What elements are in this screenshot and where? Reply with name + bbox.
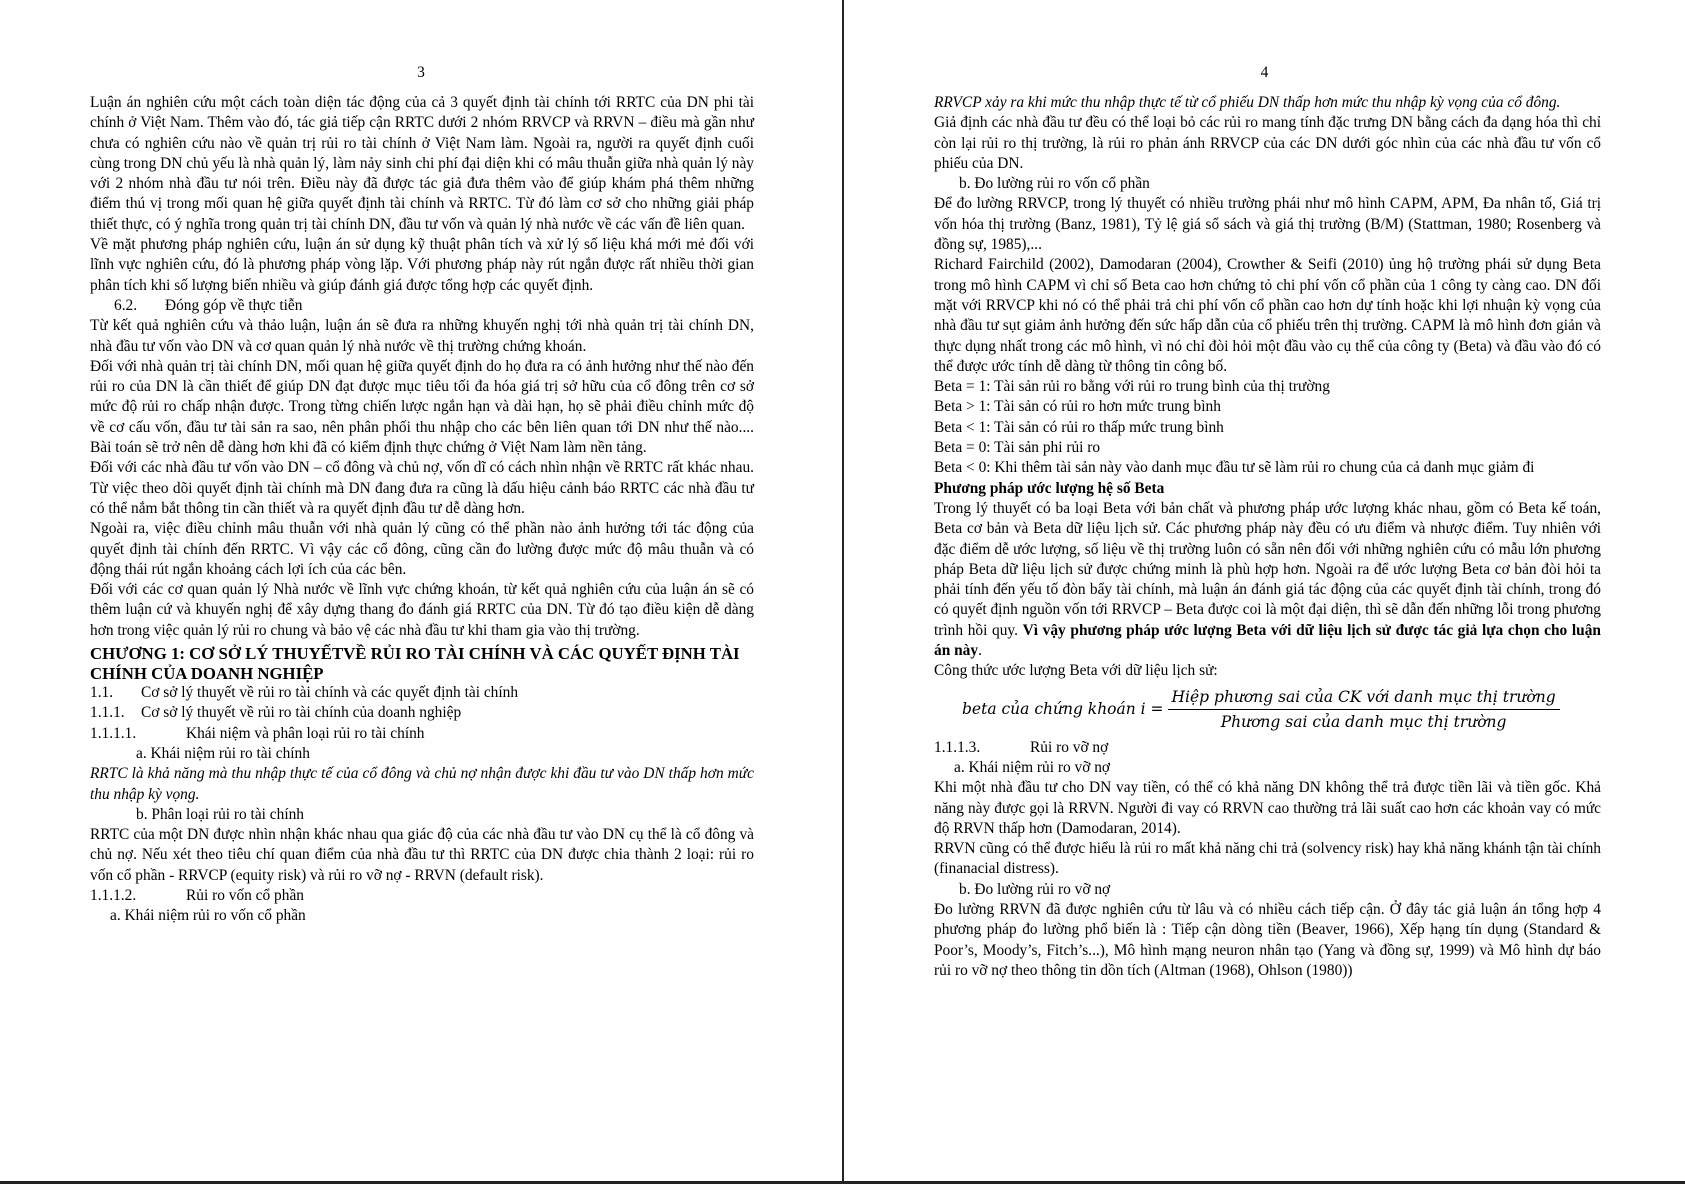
paragraph: Công thức ước lượng Beta với dữ liệu lịch sử: — [934, 662, 1218, 680]
list-item-b: b. Đo lường rủi ro vỡ nợ — [959, 880, 1111, 898]
heading-title: Cơ sở lý thuyết về rủi ro tài chính và các quyết định tài chính — [141, 684, 519, 702]
heading-number: 1.1.1.1. — [90, 724, 137, 742]
heading-1-1 — [90, 683, 754, 703]
left-page-body — [90, 93, 754, 927]
formula-fraction — [1168, 687, 1560, 733]
heading-title: Rủi ro vỡ nợ — [1030, 738, 1109, 756]
paragraph: Đối với nhà quản trị tài chính DN, mối quan hệ giữa quyết định do họ đưa ra có ảnh hưởng như thế nào đến rủi ro của DN là cần thiết để giúp DN đạt được mục tiêu tối đa hóa giá trị sở hữu của cổ đông trên cơ sở mức độ rủi ro chấp nhận được. Trong từng chiến lược ngắn hạn và dài hạn, họ sẽ phải điều chỉnh mức độ về cơ cấu vốn, đầu tư tài sản ra sao, nên phân phối thu nhập cho các bên liên quan tới DN như thế nào.... Bài toán sẽ trở nên dễ dàng hơn khi đã có kiểm định thực chứng ở Việt Nam làm nền tảng. — [90, 357, 754, 457]
beta-line: Beta < 1: Tài sản có rủi ro thấp mức trung bình — [934, 418, 1224, 436]
beta-formula — [934, 682, 1601, 738]
paragraph: RRVN cũng có thể được hiểu là rủi ro mất khả năng chi trả (solvency risk) hay khả năng khánh tận tài chính (finanacial distress). — [934, 840, 1601, 878]
paragraph: Từ kết quả nghiên cứu và thảo luận, luận án sẽ đưa ra những khuyến nghị tới nhà quản trị tài chính DN, nhà đầu tư vốn vào DN và cơ quan quản lý nhà nước về thị trường chứng khoán. — [90, 317, 754, 355]
paragraph: Ngoài ra, việc điều chỉnh mâu thuẫn với nhà quản lý cũng có thể phần nào ảnh hưởng tới tác động của quyết định tài chính đến RRTC. Vì vậy các cổ đông, cũng cần đo lường được mức độ mâu thuẫn và có động thái rút ngắn khoảng cách lợi ích của các bên. — [90, 520, 754, 578]
page-number: 3 — [417, 64, 425, 81]
heading-title: Khái niệm và phân loại rủi ro tài chính — [186, 724, 425, 742]
section-heading-6-2 — [90, 296, 754, 316]
paragraph: Đo lường RRVN đã được nghiên cứu từ lâu và có nhiều cách tiếp cận. Ở đây tác giả luận án tổng hợp 4 phương pháp đo lường phổ biến là : Tiếp cận dòng tiền (Beaver, 1966), Xếp hạng tín dụng (Standard & Poor’s, Moody’s, Fitch’s...), Mô hình mạng neuron nhân tạo (Yang và đồng sự, 1999) và Mô hình dự báo rủi ro vỡ nợ theo thông tin dồn tích (Altman (1968), Ohlson (1980)) — [934, 900, 1601, 979]
beta-line: Beta > 1: Tài sản có rủi ro hơn mức trung bình — [934, 398, 1221, 416]
section-title: Đóng góp về thực tiễn — [165, 296, 303, 314]
heading-number: 1.1.1.3. — [934, 738, 981, 756]
heading-1-1-1 — [90, 703, 754, 723]
heading-1-1-1-1 — [90, 724, 754, 744]
formula-denominator: Phương sai của danh mục thị trường — [1220, 713, 1507, 732]
list-item-b: b. Phân loại rủi ro tài chính — [136, 805, 304, 823]
paragraph: RRTC của một DN được nhìn nhận khác nhau qua giác độ của các nhà đầu tư vào DN cụ thể là cổ đông và chủ nợ. Nếu xét theo tiêu chí quan điểm của nhà đầu tư thì RRTC của DN được chia thành 2 loại: rủi ro vốn cổ phần - RRVCP (equity risk) và rủi ro vỡ nợ - RRVN (default risk). — [90, 826, 754, 884]
heading-1-1-1-2 — [90, 886, 754, 906]
paragraph: Trong lý thuyết có ba loại Beta với bản chất và phương pháp ước lượng khác nhau, gồm có Beta kế toán, Beta cơ bản và Beta dữ liệu lịch sử. Các phương pháp này đều có ưu điểm và nhược điểm. Tuy nhiên với đặc điểm dễ ước lượng, số liệu về thị trường luôn có sẵn nên đối với những nghiên cứu có mẫu lớn phương pháp Beta dữ liệu lịch sử được chứng minh là phù hợp hơn. Ngoài ra để ước lượng Beta cơ bản đòi hỏi ta phải tính đến yếu tố đòn bẩy tài chính, mà luận án đánh giá tác động của các quyết định tài chính, trong đó có quyết định nguồn vốn tới RRVCP – Beta được coi là một đại diện, thì sẽ dẫn đến những lỗi trong phương trình hồi quy. Vì vậy phương pháp ước lượng Beta với dữ liệu lịch sử được tác giả lựa chọn cho luận án này. — [934, 499, 1601, 660]
bold-conclusion: Vì vậy phương pháp ước lượng Beta với dữ liệu lịch sử được tác giả lựa chọn cho luận án này — [934, 621, 1601, 660]
heading-1-1-1-3 — [934, 738, 1601, 758]
heading-title: Cơ sở lý thuyết về rủi ro tài chính của doanh nghiệp — [141, 704, 462, 722]
page-number: 4 — [1260, 64, 1269, 81]
paragraph: Đối với các cơ quan quản lý Nhà nước về lĩnh vực chứng khoán, từ kết quả nghiên cứu của luận án sẽ có thêm luận cứ và khuyến nghị để xây dựng thang đo đánh giá RRTC của DN. Từ đó tạo điều kiện dễ dàng hơn trong việc quản lý rủi ro chung và bảo vệ các nhà đầu tư khi tham gia vào thị trường. — [90, 581, 754, 639]
paragraph: Khi một nhà đầu tư cho DN vay tiền, có thể có khả năng DN không thể trả được tiền lãi và tiền gốc. Khả năng này được gọi là RRVN. Người đi vay có RRVN cao thường trả lãi suất cao hơn các khoản vay có mức độ RRVN thấp hơn (Damodaran, 2014). — [934, 779, 1601, 837]
list-item-a: a. Khái niệm rủi ro vỡ nợ — [954, 758, 1111, 776]
paragraph: Để đo lường RRVCP, trong lý thuyết có nhiều trường phái như mô hình CAPM, APM, Đa nhân tố, Giá trị vốn hóa thị trường (Banz, 1981), Tỷ lệ giá sổ sách và giá thị trường (B/M) (Stattman, 1980; Rosenberg và đồng sự, 1985),... — [934, 195, 1601, 254]
bottom-border — [0, 1181, 1685, 1184]
heading-number: 1.1.1. — [90, 704, 125, 722]
right-page-body — [934, 93, 1601, 981]
paragraph: Về mặt phương pháp nghiên cứu, luận án sử dụng kỹ thuật phân tích và xử lý số liệu khá mới mẻ đối với lĩnh vực nghiên cứu, đó là phương pháp vòng lặp. Với phương pháp này rút ngắn được rất nhiều thời gian phân tích khi số lượng biến nhiều và giúp đánh giá được tổng hợp các quyết định. — [90, 236, 754, 294]
paragraph: Giả định các nhà đầu tư đều có thể loại bỏ các rủi ro mang tính đặc trưng DN bằng cách đa dạng hóa thì chỉ còn lại rủi ro thị trường, là rủi ro phản ánh RRVCP của các DN dưới góc nhìn của các nhà đầu tư vốn cổ phiếu của DN. — [934, 114, 1601, 172]
heading-number: 1.1. — [90, 684, 114, 702]
left-page — [0, 0, 842, 1181]
section-number: 6.2. — [114, 296, 138, 314]
chapter-heading: CHƯƠNG 1: CƠ SỞ LÝ THUYẾTVỀ RỦI RO TÀI CHÍNH VÀ CÁC QUYẾT ĐỊNH TÀI CHÍNH CỦA DOANH NGHIỆP — [90, 644, 740, 683]
list-item-b: b. Đo lường rủi ro vốn cổ phần — [959, 175, 1150, 193]
paragraph-text: Trong lý thuyết có ba loại Beta với bản chất và phương pháp ước lượng khác nhau, gồm có Beta kế toán, Beta cơ bản và Beta dữ liệu lịch sử. Các phương pháp này đều có ưu điểm và nhược điểm. Tuy nhiên với đặc điểm dễ ước lượng, số liệu về thị trường luôn có sẵn nên đối với những nghiên cứu có mẫu lớn phương pháp Beta dữ liệu lịch sử được chứng minh là phù hợp hơn. Ngoài ra để ước lượng Beta cơ bản đòi hỏi ta phải tính đến yếu tố đòn bẩy tài chính, mà luận án đánh giá tác động của các quyết định tài chính, trong đó có quyết định nguồn vốn tới RRVCP – Beta được coi là một đại diện, thì sẽ dẫn đến những lỗi trong phương trình hồi quy. — [934, 499, 1601, 639]
beta-line: Beta < 0: Khi thêm tài sản này vào danh mục đầu tư sẽ làm rủi ro chung của cả danh mục giảm đi — [934, 459, 1535, 477]
list-item-a: a. Khái niệm rủi ro tài chính — [136, 744, 310, 762]
formula-numerator: Hiệp phương sai của CK với danh mục thị trường — [1168, 687, 1560, 710]
list-item-a: a. Khái niệm rủi ro vốn cổ phần — [110, 907, 306, 925]
paragraph: Luận án nghiên cứu một cách toàn diện tác động của cả 3 quyết định tài chính tới RRTC của DN phi tài chính ở Việt Nam. Thêm vào đó, tác giả tiếp cận RRTC dưới 2 nhóm RRVCP và RRVN – điều mà gần như chưa có nghiên cứu nào về quản trị rủi ro tài chính ở Việt Nam làm. Ngoài ra, người ra quyết định cuối cùng trong DN chủ yếu là nhà quản lý, làm nảy sinh chi phí đại diện khi có mâu thuẫn giữa nhà quản lý này với 2 nhóm nhà đầu tư nói trên. Điều này đã được tác giả đưa thêm vào để giúp khám phá thêm những điểm thú vị trong mối quan hệ giữa quyết định tài chính và RRTC. Từ đó làm cơ sở cho những giải pháp thiết thực, có ý nghĩa trong quản trị tài chính DN, đầu tư vốn và quản lý nhà nước về các vấn đề liên quan. — [90, 94, 754, 233]
heading-number: 1.1.1.2. — [90, 886, 137, 904]
beta-line: Beta = 1: Tài sản rủi ro bằng với rủi ro trung bình của thị trường — [934, 378, 1330, 396]
heading-title: Rủi ro vốn cổ phần — [186, 886, 304, 904]
right-page — [844, 0, 1685, 1181]
definition-italic: RRTC là khả năng mà thu nhập thực tế của cổ đông và chủ nợ nhận được khi đầu tư vào DN thấp hơn mức thu nhập kỳ vọng. — [90, 765, 754, 803]
paragraph: Richard Fairchild (2002), Damodaran (2004), Crowther & Seifi (2010) ủng hộ trường phái sử dụng Beta trong mô hình CAPM vì chỉ số Beta cao hơn chứng tỏ chi phí vốn cổ phần của 1 công ty càng cao. DN đối mặt với RRVCP khi nó có thể phải trả chi phí vốn cổ phần cao hơn dự tính hoặc khi lợi nhuận kỳ vọng của nhà đầu tư sụt giảm ảnh hưởng đến sức hấp dẫn của cổ phiếu trên thị trường. CAPM là mô hình đơn giản và thực dụng nhất trong các mô hình, vì nó chỉ đòi hỏi một đầu vào cụ thể của công ty (Beta) và đầu vào đó có thể được ước tính dễ dàng từ thông tin công bố. — [934, 256, 1601, 375]
beta-heading: Phương pháp ước lượng hệ số Beta — [934, 479, 1165, 497]
beta-line: Beta = 0: Tài sản phi rủi ro — [934, 439, 1101, 457]
definition-italic: RRVCP xảy ra khi mức thu nhập thực tế từ cổ phiếu DN thấp hơn mức thu nhập kỳ vọng của cổ đông. — [934, 94, 1561, 111]
paragraph: Đối với các nhà đầu tư vốn vào DN – cổ đông và chủ nợ, vốn dĩ có cách nhìn nhận về RRTC rất khác nhau. Từ việc theo dõi quyết định tài chính mà DN đang đưa ra cũng là dấu hiệu cảnh báo RRTC các nhà đầu tư có thể nắm bắt thông tin cần thiết và ra quyết định đầu tư dễ dàng hơn. — [90, 459, 754, 517]
formula-lhs: beta của chứng khoán i = — [962, 700, 1164, 719]
